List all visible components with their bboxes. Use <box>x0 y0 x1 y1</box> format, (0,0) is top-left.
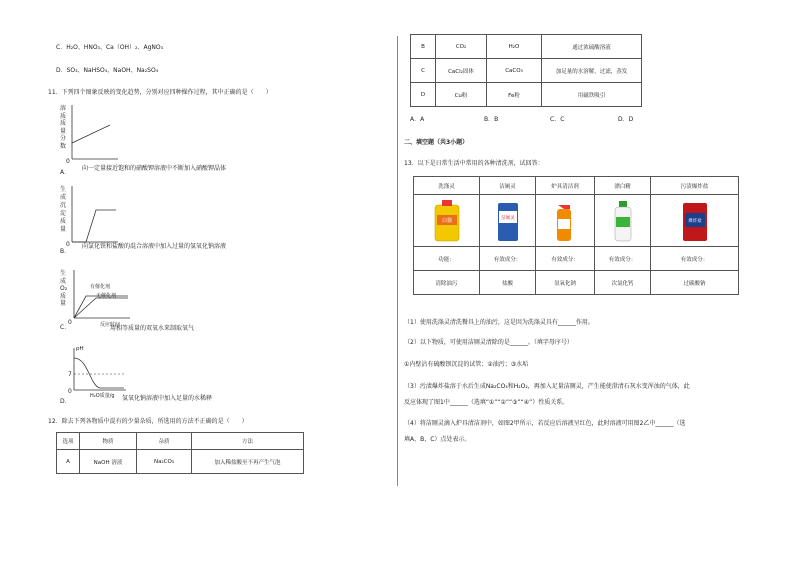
product-image-bleach <box>595 195 651 247</box>
graph-a: 溶 质 质 量 分 数 0 <box>60 103 120 163</box>
question-13: 13．以下是日常生活中常用的各种清洗剂，试回答： <box>404 160 544 167</box>
graph-b: 生 成 沉 淀 质 量 0 <box>60 184 120 246</box>
option-d: D．SO₃、NaHSO₄、NaOH、Na₂SO₄ <box>56 67 159 74</box>
column-divider <box>397 36 398 486</box>
svg-text:洁厕灵: 洁厕灵 <box>500 215 515 221</box>
sub-question-2-options: ①内壁沾有硫酸钡沉淀的试管；②油污；③水垢 <box>404 361 529 368</box>
graph-b-plot <box>60 184 120 246</box>
table-12-part1: 选项 物质 杂质 方法 A NaOH 溶液 Na₂CO₃ 加入稀盐酸至不再产生气泡 <box>56 432 304 474</box>
graph-c-caption: C． <box>60 324 71 331</box>
section-title: 二、填空题（共3小题） <box>404 139 469 146</box>
graph-b-desc: 向氯化铁和盐酸的混合溶液中加入过量的氢氧化钠溶液 <box>82 243 227 250</box>
option-c: C．H₂O、HNO₃、Ca（OH）₂、AgNO₃ <box>56 44 163 51</box>
table-12-part2 <box>410 34 642 107</box>
graph-b-caption: B． <box>60 248 71 255</box>
graph-c-desc: 用相等质量的双氧水来制取氧气 <box>110 325 195 332</box>
svg-text:白猫: 白猫 <box>441 217 452 224</box>
product-image-stain-salt <box>651 195 739 247</box>
answer-d: D．D <box>618 116 634 123</box>
sub-question-4-line1: （4）将洁厕灵滴入炉具清洁剂中，如图2甲所示，若反应后溶液呈红色，此时溶液可用图2乙中______（选 <box>404 420 686 427</box>
sub-question-4-line2: 填A、B、C）点处表示。 <box>404 436 471 443</box>
product-image-toilet-cleaner <box>480 195 536 247</box>
graph-d-caption: D． <box>60 398 71 405</box>
sub-question-1: （1）使用洗涤灵清洗餐具上的油污，这是因为洗涤灵具有______作用。 <box>404 319 594 326</box>
table-row: D Cu粉 Fe粉 用磁铁吸引 <box>411 83 642 107</box>
product-image-detergent <box>414 195 480 247</box>
sub-question-3-line1: （3）污渍爆炸盐溶于水后生成Na₂CO₃和H₂O₂，再加入足量洁厕灵，产生能使澄清石灰水变浑浊的气体，此 <box>404 383 690 390</box>
graph-a-desc: 向一定量接近饱和的硝酸钾溶液中不断加入硝酸钾晶体 <box>82 165 227 172</box>
products-table: 洗涤灵 洁厕灵 炉具清洁剂 漂白精 污渍爆炸盐 白猫 洁厕灵 爆炸盐 功能： 有效成分： 有效成分： 有效成分： 有效成分： 清除油污 盐酸 氢氧化钠 次氯化钙 过碳酸钠 <box>413 176 739 295</box>
sub-question-2: （2）以下物质，可使用洁厕灵清除的是______。（填字母序号） <box>404 339 573 346</box>
graph-d: pH 7 0 H₂O质量/g <box>60 346 130 400</box>
table-row: C CaCl₂固体 CaCO₃ 加足量的水溶解，过滤，蒸发 <box>411 59 642 83</box>
svg-text:爆炸盐: 爆炸盐 <box>687 218 702 224</box>
answer-c: C．C <box>550 116 565 123</box>
answer-a: A．A <box>410 116 425 123</box>
graph-a-caption: A． <box>60 169 71 176</box>
graph-d-desc: 氢氧化钠溶液中加入足量的水稀释 <box>122 395 213 402</box>
graph-c: 生 成 O₂ 质 量 有催化剂 无催化剂 反应时间 <box>60 268 140 328</box>
product-image-stove-cleaner <box>536 195 595 247</box>
answer-b: B．B <box>484 116 499 123</box>
table-row: A NaOH 溶液 Na₂CO₃ 加入稀盐酸至不再产生气泡 <box>57 450 304 474</box>
question-12: 12．除去下列各物质中混有的少量杂质，所选用的方法不正确的是（ ） <box>48 418 248 425</box>
graph-a-plot <box>60 103 120 163</box>
graph-c-origin: 0 <box>68 319 72 326</box>
question-11: 11．下列四个图象反映的变化趋势，分别对应四种操作过程，其中正确的是（ ） <box>48 89 272 96</box>
table-row: B CO₂ H₂O 通过浓硫酸溶液 <box>411 35 642 59</box>
sub-question-3-line2: 反应体现了图1中______（选填“①”“②”“③”“④”）性质关系。 <box>404 399 569 406</box>
